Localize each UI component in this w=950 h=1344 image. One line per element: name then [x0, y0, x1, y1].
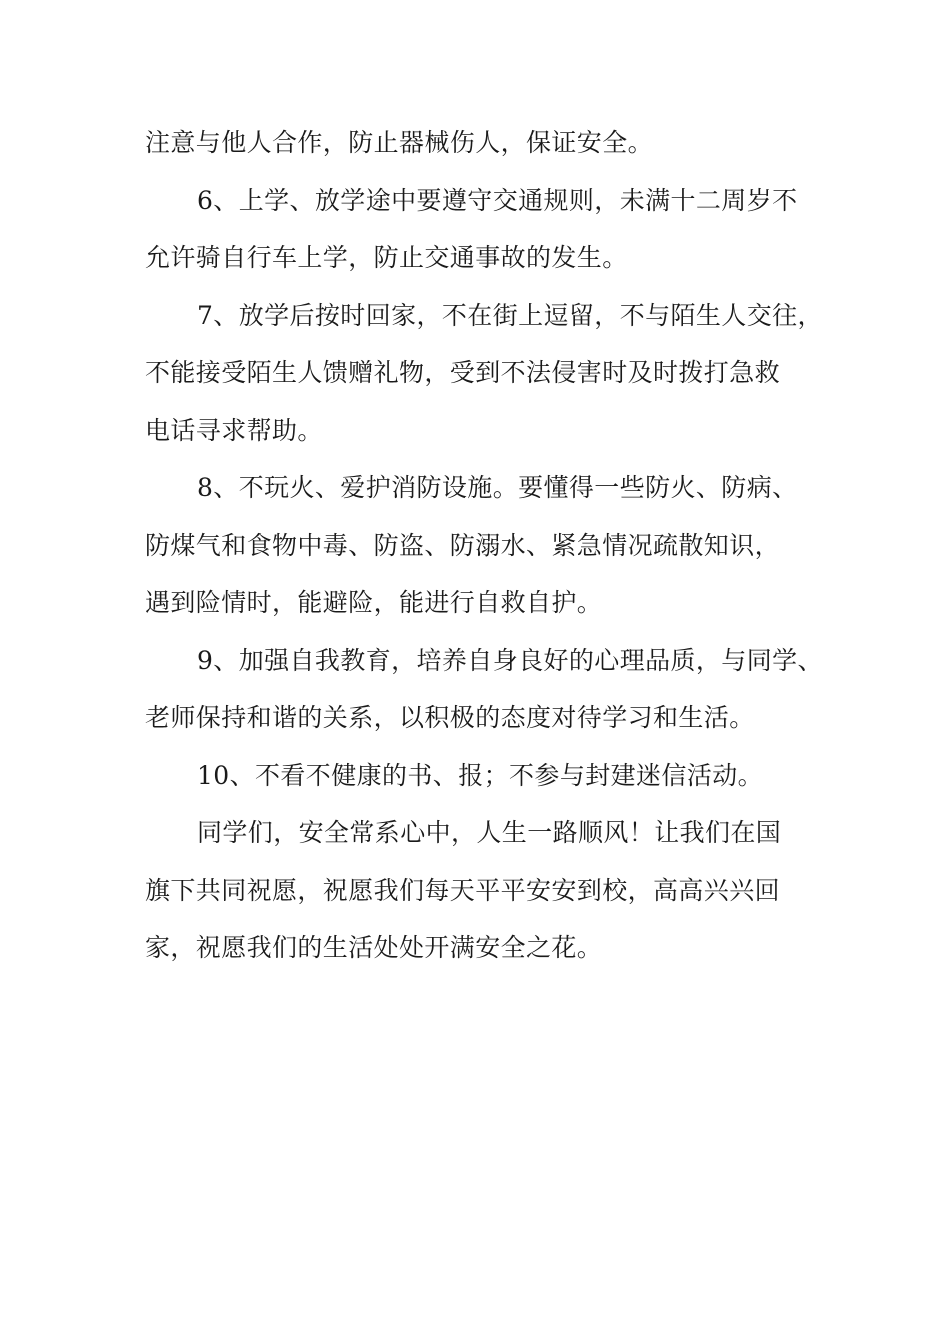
paragraph-item-9 [145, 632, 823, 747]
text-line: 允许骑自行车上学，防止交通事故的发生。 [145, 243, 628, 272]
text-line: 6、上学、放学途中要遵守交通规则，未满十二周岁不 [197, 185, 798, 215]
text-line: 9、加强自我教育，培养自身良好的心理品质，与同学、 [197, 645, 823, 675]
paragraph-continuation [145, 114, 813, 172]
paragraph-item-6 [145, 172, 813, 287]
text-line: 电话寻求帮助。 [145, 415, 323, 445]
paragraph-item-10 [145, 747, 813, 805]
document-body [145, 114, 823, 977]
text-line: 7、放学后按时回家，不在街上逗留，不与陌生人交往， [197, 300, 823, 330]
text-line: 遇到险情时，能避险，能进行自救自护。 [145, 588, 603, 617]
paragraph-closing [145, 804, 813, 977]
text-line: 10、不看不健康的书、报；不参与封建迷信活动。 [197, 760, 764, 790]
text-line: 注意与他人合作，防止器械伤人，保证安全。 [145, 128, 654, 157]
text-line: 家，祝愿我们的生活处处开满安全之花。 [145, 933, 603, 962]
text-line: 老师保持和谐的关系，以积极的态度对待学习和生活。 [145, 703, 755, 732]
text-line: 旗下共同祝愿，祝愿我们每天平平安安到校，高高兴兴回 [145, 875, 781, 905]
text-line: 防煤气和食物中毒、防盗、防溺水、紧急情况疏散知识， [145, 530, 781, 560]
paragraph-item-7 [145, 287, 823, 460]
text-line: 不能接受陌生人馈赠礼物，受到不法侵害时及时拨打急救 [145, 358, 781, 387]
paragraph-item-8 [145, 459, 813, 632]
text-line: 同学们，安全常系心中，人生一路顺风！让我们在国 [197, 818, 782, 847]
text-line: 8、不玩火、爱护消防设施。要懂得一些防火、防病、 [197, 473, 798, 502]
